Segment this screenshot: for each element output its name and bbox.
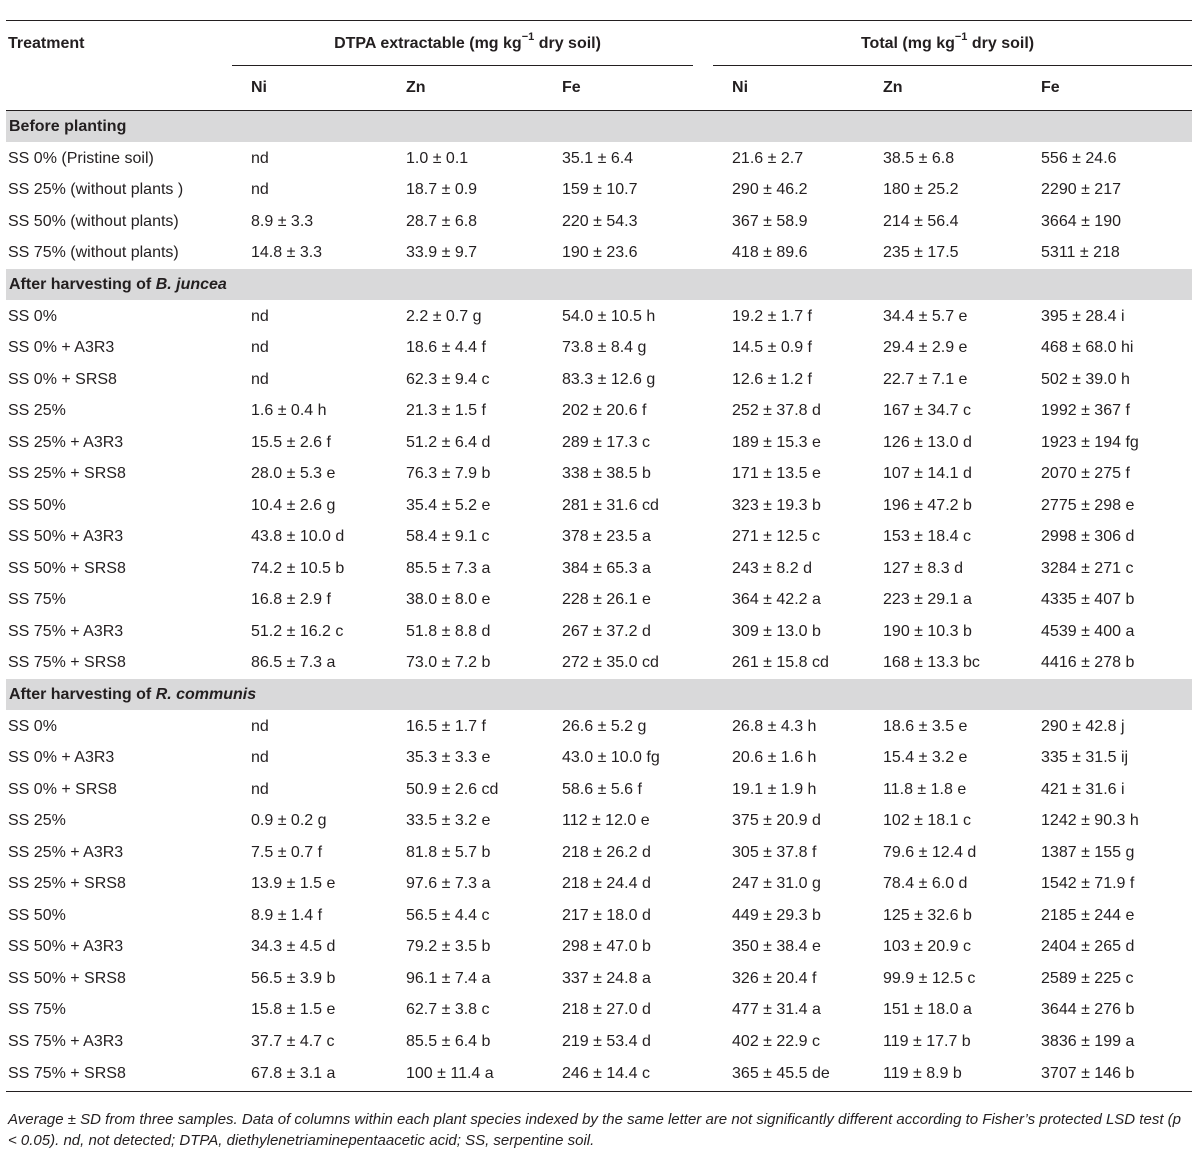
dtpa-zn-cell: 51.8 ± 8.8 d: [406, 622, 491, 640]
dtpa-header-label: DTPA extractable (mg kg: [334, 34, 522, 52]
section-title-text: After harvesting of: [9, 685, 156, 703]
total-ni-cell: 189 ± 15.3 e: [732, 433, 821, 451]
treatment-cell: SS 25%: [8, 812, 66, 830]
total-group-header: [703, 21, 1192, 67]
total-fe-cell: 468 ± 68.0 hi: [1041, 339, 1134, 357]
total-fe-cell: 421 ± 31.6 i: [1041, 780, 1125, 798]
total-fe-cell: 2998 ± 306 d: [1041, 528, 1135, 546]
total-zn-cell: 99.9 ± 12.5 c: [883, 969, 976, 987]
total-zn-cell: 102 ± 18.1 c: [883, 812, 971, 830]
table-body: [6, 111, 1192, 1092]
dtpa-fe-cell: 289 ± 17.3 c: [562, 433, 650, 451]
dtpa-group-header: [232, 21, 703, 67]
total-fe-cell: 3644 ± 276 b: [1041, 1001, 1135, 1019]
total-ni-cell: 367 ± 58.9: [732, 212, 808, 230]
total-zn-cell: 22.7 ± 7.1 e: [883, 370, 968, 388]
section-title-text: After harvesting of: [9, 275, 156, 293]
dtpa-zn-cell: 79.2 ± 3.5 b: [406, 938, 491, 956]
dtpa-fe-cell: 281 ± 31.6 cd: [562, 496, 659, 514]
dtpa-ni-cell: 51.2 ± 16.2 c: [251, 622, 344, 640]
dtpa-zn-cell: 35.3 ± 3.3 e: [406, 749, 491, 767]
section-header-row: [6, 111, 1192, 143]
dtpa-fe-cell: 272 ± 35.0 cd: [562, 654, 659, 672]
dtpa-ni-cell: 8.9 ± 1.4 f: [251, 906, 323, 924]
header-row-groups: [6, 21, 1192, 67]
dtpa-fe-cell: 35.1 ± 6.4: [562, 149, 634, 167]
dtpa-zn-cell: 85.5 ± 6.4 b: [406, 1032, 491, 1050]
dtpa-zn-header: Zn: [387, 66, 543, 111]
dtpa-ni-cell: 13.9 ± 1.5 e: [251, 875, 336, 893]
total-ni-cell: 290 ± 46.2: [732, 181, 808, 199]
total-fe-cell: 1542 ± 71.9 f: [1041, 875, 1135, 893]
total-fe-cell: 1923 ± 194 fg: [1041, 433, 1139, 451]
total-group-rule: [713, 65, 1192, 66]
dtpa-ni-cell: nd: [251, 370, 269, 388]
total-zn-cell: 126 ± 13.0 d: [883, 433, 972, 451]
treatment-cell: SS 0% + A3R3: [8, 749, 115, 767]
dtpa-zn-cell: 76.3 ± 7.9 b: [406, 465, 491, 483]
table-row: [6, 806, 1192, 838]
dtpa-zn-cell: 50.9 ± 2.6 cd: [406, 780, 499, 798]
section-title-species: R. communis: [155, 685, 257, 703]
total-ni-cell: 309 ± 13.0 b: [732, 622, 821, 640]
section-title: [6, 269, 1192, 301]
total-ni-cell: 171 ± 13.5 e: [732, 465, 821, 483]
total-fe-cell: 1242 ± 90.3 h: [1041, 812, 1139, 830]
dtpa-ni-cell: 67.8 ± 3.1 a: [232, 1058, 387, 1092]
table-footnote: Average ± SD from three samples. Data of columns within each plant species indexed by the same letter are not significantly different according to Fisher’s protected LSD test (p < 0.05). nd, not detected; DTPA, diethylenetriaminepentaacetic acid; SS, serpentine soil.: [8, 1111, 1181, 1149]
total-ni-cell: 449 ± 29.3 b: [732, 906, 821, 924]
dtpa-header-suffix: dry soil): [534, 34, 601, 52]
total-zn-cell: 15.4 ± 3.2 e: [883, 749, 968, 767]
treatment-cell: SS 50% (without plants): [8, 212, 179, 230]
treatment-cell: SS 25% + A3R3: [8, 843, 124, 861]
treatment-cell: SS 75% + SRS8: [6, 1058, 232, 1092]
dtpa-zn-cell: 18.6 ± 4.4 f: [406, 339, 486, 357]
dtpa-zn-cell: 2.2 ± 0.7 g: [406, 307, 482, 325]
table-row: [6, 774, 1192, 806]
dtpa-fe-cell: 219 ± 53.4 d: [562, 1032, 651, 1050]
total-fe-cell: 5311 ± 218: [1041, 244, 1120, 262]
total-fe-cell: 4335 ± 407 b: [1041, 591, 1135, 609]
total-ni-cell: 12.6 ± 1.2 f: [732, 370, 812, 388]
total-fe-cell: 290 ± 42.8 j: [1041, 717, 1125, 735]
dtpa-fe-cell: 298 ± 47.0 b: [562, 938, 651, 956]
dtpa-zn-cell: 51.2 ± 6.4 d: [406, 433, 491, 451]
total-fe-cell: 4416 ± 278 b: [1041, 654, 1135, 672]
treatment-cell: SS 50% + SRS8: [8, 559, 126, 577]
total-ni-cell: 271 ± 12.5 c: [732, 528, 820, 546]
treatment-cell: SS 50% + A3R3: [8, 938, 124, 956]
total-zn-cell: 29.4 ± 2.9 e: [883, 339, 968, 357]
table-row: [6, 427, 1192, 459]
total-ni-cell: 261 ± 15.8 cd: [732, 654, 829, 672]
total-fe-cell: 2589 ± 225 c: [1041, 969, 1134, 987]
table-row: [6, 1026, 1192, 1058]
dtpa-fe-cell: 112 ± 12.0 e: [562, 812, 650, 830]
table-head: [6, 21, 1192, 111]
dtpa-fe-cell: 83.3 ± 12.6 g: [562, 370, 656, 388]
table-row: [6, 616, 1192, 648]
total-fe-cell: 1387 ± 155 g: [1041, 843, 1135, 861]
dtpa-group-rule: [232, 65, 693, 66]
total-ni-cell: 402 ± 22.9 c: [732, 1032, 820, 1050]
table-row: [6, 553, 1192, 585]
dtpa-ni-cell: nd: [251, 749, 269, 767]
total-zn-cell: 151 ± 18.0 a: [883, 1001, 972, 1019]
dtpa-fe-cell: 54.0 ± 10.5 h: [562, 307, 656, 325]
total-fe-cell: 556 ± 24.6: [1041, 149, 1117, 167]
dtpa-ni-cell: 1.6 ± 0.4 h: [251, 402, 327, 420]
total-zn-cell: 167 ± 34.7 c: [883, 402, 971, 420]
treatment-cell: SS 25% + A3R3: [8, 433, 124, 451]
section-title-species: B. juncea: [155, 275, 227, 293]
dtpa-zn-cell: 33.9 ± 9.7: [406, 244, 478, 262]
dtpa-fe-cell: 337 ± 24.8 a: [562, 969, 651, 987]
dtpa-ni-cell: 7.5 ± 0.7 f: [251, 843, 323, 861]
treatment-cell: SS 75% + SRS8: [8, 654, 126, 672]
total-ni-cell: 243 ± 8.2 d: [732, 559, 812, 577]
dtpa-zn-cell: 62.7 ± 3.8 c: [406, 1001, 490, 1019]
dtpa-fe-cell: 267 ± 37.2 d: [562, 622, 651, 640]
total-zn-cell: 190 ± 10.3 b: [883, 622, 972, 640]
total-zn-cell: 34.4 ± 5.7 e: [883, 307, 968, 325]
dtpa-fe-cell: 384 ± 65.3 a: [562, 559, 651, 577]
total-ni-cell: 477 ± 31.4 a: [732, 1001, 821, 1019]
dtpa-fe-cell: 338 ± 38.5 b: [562, 465, 651, 483]
total-zn-cell: 168 ± 13.3 bc: [883, 654, 980, 672]
dtpa-ni-cell: nd: [251, 307, 269, 325]
dtpa-fe-cell: 58.6 ± 5.6 f: [562, 780, 642, 798]
dtpa-ni-cell: 56.5 ± 3.9 b: [251, 969, 336, 987]
total-zn-cell: 119 ± 17.7 b: [883, 1032, 971, 1050]
dtpa-zn-cell: 28.7 ± 6.8: [406, 212, 478, 230]
total-zn-cell: 127 ± 8.3 d: [883, 559, 963, 577]
dtpa-fe-cell: 217 ± 18.0 d: [562, 906, 651, 924]
dtpa-zn-cell: 21.3 ± 1.5 f: [406, 402, 486, 420]
total-ni-cell: 26.8 ± 4.3 h: [732, 717, 817, 735]
treatment-column-header: Treatment: [6, 21, 232, 67]
total-fe-cell: 2070 ± 275 f: [1041, 465, 1130, 483]
dtpa-fe-cell: 378 ± 23.5 a: [562, 528, 651, 546]
dtpa-zn-cell: 38.0 ± 8.0 e: [406, 591, 491, 609]
treatment-cell: SS 0% + SRS8: [8, 370, 117, 388]
treatment-cell: SS 0% + SRS8: [8, 780, 117, 798]
dtpa-ni-cell: 43.8 ± 10.0 d: [251, 528, 345, 546]
total-ni-cell: 375 ± 20.9 d: [732, 812, 821, 830]
total-zn-cell: 125 ± 32.6 b: [883, 906, 972, 924]
total-fe-cell: 4539 ± 400 a: [1041, 622, 1135, 640]
table-row: [6, 333, 1192, 365]
table-row: [6, 648, 1192, 680]
total-ni-cell: 350 ± 38.4 e: [732, 938, 821, 956]
treatment-cell: SS 75%: [8, 1001, 66, 1019]
total-fe-cell: 3836 ± 199 a: [1041, 1032, 1135, 1050]
dtpa-ni-cell: 34.3 ± 4.5 d: [251, 938, 336, 956]
dtpa-ni-cell: 86.5 ± 7.3 a: [251, 654, 336, 672]
dtpa-ni-cell: 10.4 ± 2.6 g: [251, 496, 336, 514]
table-row: [6, 175, 1192, 207]
total-ni-cell: 326 ± 20.4 f: [732, 969, 817, 987]
total-zn-cell: 18.6 ± 3.5 e: [883, 717, 968, 735]
dtpa-zn-cell: 97.6 ± 7.3 a: [406, 875, 491, 893]
dtpa-zn-cell: 62.3 ± 9.4 c: [406, 370, 490, 388]
total-fe-cell: 1992 ± 367 f: [1041, 402, 1130, 420]
header-row-elements: [6, 66, 1192, 111]
dtpa-fe-cell: 220 ± 54.3: [562, 212, 638, 230]
total-zn-cell: 153 ± 18.4 c: [883, 528, 971, 546]
dtpa-fe-cell: 218 ± 24.4 d: [562, 875, 651, 893]
dtpa-ni-cell: nd: [251, 339, 269, 357]
total-zn-cell: 223 ± 29.1 a: [883, 591, 972, 609]
treatment-cell: SS 25% + SRS8: [8, 465, 126, 483]
section-title: [6, 111, 1192, 143]
dtpa-fe-cell: 228 ± 26.1 e: [562, 591, 651, 609]
total-zn-cell: 196 ± 47.2 b: [883, 496, 972, 514]
treatment-cell: SS 25%: [8, 402, 66, 420]
treatment-cell: SS 25% (without plants ): [8, 181, 184, 199]
dtpa-fe-cell: 190 ± 23.6: [562, 244, 638, 262]
dtpa-ni-cell: 8.9 ± 3.3: [251, 212, 314, 230]
table-row: [6, 459, 1192, 491]
total-zn-cell: 107 ± 14.1 d: [883, 465, 972, 483]
table-row: [6, 837, 1192, 869]
total-zn-cell: 38.5 ± 6.8: [883, 149, 955, 167]
dtpa-fe-cell: 218 ± 26.2 d: [562, 843, 651, 861]
total-ni-cell: 305 ± 37.8 f: [732, 843, 817, 861]
dtpa-zn-cell: 1.0 ± 0.1: [406, 149, 469, 167]
dtpa-ni-cell: nd: [251, 780, 269, 798]
total-zn-cell: 214 ± 56.4: [883, 212, 959, 230]
dtpa-ni-header: Ni: [232, 66, 387, 111]
table-row: [6, 869, 1192, 901]
section-title: [6, 679, 1192, 711]
treatment-cell: SS 50%: [8, 906, 66, 924]
table-row: [6, 490, 1192, 522]
dtpa-header-sup: −1: [521, 31, 535, 44]
total-zn-cell: 235 ± 17.5: [883, 244, 959, 262]
dtpa-ni-cell: 37.7 ± 4.7 c: [251, 1032, 335, 1050]
dtpa-fe-cell: 26.6 ± 5.2 g: [562, 717, 647, 735]
total-header-label: Total (mg kg: [860, 34, 955, 52]
total-fe-cell: 2775 ± 298 e: [1041, 496, 1135, 514]
treatment-cell: SS 25% + SRS8: [8, 875, 126, 893]
treatment-cell: SS 0%: [8, 717, 57, 735]
treatment-subheader-empty: [6, 66, 232, 111]
dtpa-zn-cell: 58.4 ± 9.1 c: [406, 528, 490, 546]
dtpa-ni-cell: 14.8 ± 3.3: [251, 244, 323, 262]
total-zn-cell: 119 ± 8.9 b: [864, 1058, 1022, 1092]
total-ni-header: Ni: [703, 66, 864, 111]
table-row: [6, 963, 1192, 995]
table-row: [6, 396, 1192, 428]
table-row: [6, 301, 1192, 333]
total-fe-cell: 395 ± 28.4 i: [1041, 307, 1125, 325]
dtpa-fe-cell: 159 ± 10.7: [562, 181, 638, 199]
total-ni-cell: 323 ± 19.3 b: [732, 496, 821, 514]
total-ni-cell: 19.1 ± 1.9 h: [732, 780, 817, 798]
table-row: [6, 585, 1192, 617]
total-ni-cell: 252 ± 37.8 d: [732, 402, 821, 420]
dtpa-zn-cell: 56.5 ± 4.4 c: [406, 906, 490, 924]
treatment-cell: SS 0%: [8, 307, 57, 325]
total-header-suffix: dry soil): [967, 34, 1035, 52]
treatment-cell: SS 50%: [8, 496, 66, 514]
total-zn-cell: 103 ± 20.9 c: [883, 938, 971, 956]
dtpa-ni-cell: 16.8 ± 2.9 f: [251, 591, 331, 609]
total-fe-cell: 3664 ± 190: [1041, 212, 1121, 230]
total-zn-cell: 180 ± 25.2: [883, 181, 959, 199]
total-fe-cell: 335 ± 31.5 ij: [1041, 749, 1129, 767]
section-header-row: [6, 679, 1192, 711]
total-fe-cell: 502 ± 39.0 h: [1041, 370, 1130, 388]
dtpa-ni-cell: 15.5 ± 2.6 f: [251, 433, 331, 451]
dtpa-zn-cell: 18.7 ± 0.9: [406, 181, 478, 199]
total-zn-cell: 79.6 ± 12.4 d: [883, 843, 977, 861]
table-row: [6, 143, 1192, 175]
total-ni-cell: 19.2 ± 1.7 f: [732, 307, 812, 325]
total-fe-header: Fe: [1022, 66, 1192, 111]
total-ni-cell: 364 ± 42.2 a: [732, 591, 821, 609]
total-ni-cell: 20.6 ± 1.6 h: [732, 749, 817, 767]
dtpa-ni-cell: 15.8 ± 1.5 e: [251, 1001, 336, 1019]
table-row: [6, 995, 1192, 1027]
treatment-cell: SS 75% (without plants): [8, 244, 179, 262]
table-row: [6, 364, 1192, 396]
table-row: [6, 711, 1192, 743]
table-row: [6, 932, 1192, 964]
treatment-cell: SS 0% + A3R3: [8, 339, 115, 357]
table-row: [6, 900, 1192, 932]
total-ni-cell: 365 ± 45.5 de: [703, 1058, 864, 1092]
treatment-cell: SS 75% + A3R3: [8, 1032, 124, 1050]
dtpa-ni-cell: nd: [251, 149, 269, 167]
table-row: [6, 743, 1192, 775]
dtpa-fe-cell: 73.8 ± 8.4 g: [562, 339, 647, 357]
total-fe-cell: 3284 ± 271 c: [1041, 559, 1134, 577]
total-fe-cell: 2290 ± 217: [1041, 181, 1121, 199]
treatment-cell: SS 75%: [8, 591, 66, 609]
dtpa-ni-cell: 74.2 ± 10.5 b: [251, 559, 345, 577]
total-fe-cell: 3707 ± 146 b: [1022, 1058, 1192, 1092]
dtpa-zn-cell: 81.8 ± 5.7 b: [406, 843, 491, 861]
total-zn-header: Zn: [864, 66, 1022, 111]
dtpa-fe-cell: 218 ± 27.0 d: [562, 1001, 651, 1019]
dtpa-ni-cell: nd: [251, 181, 269, 199]
dtpa-ni-cell: nd: [251, 717, 269, 735]
total-ni-cell: 14.5 ± 0.9 f: [732, 339, 812, 357]
treatment-cell: SS 75% + A3R3: [8, 622, 124, 640]
soil-metal-table: [6, 20, 1192, 1092]
dtpa-zn-cell: 73.0 ± 7.2 b: [406, 654, 491, 672]
total-ni-cell: 418 ± 89.6: [732, 244, 808, 262]
dtpa-ni-cell: 0.9 ± 0.2 g: [251, 812, 327, 830]
dtpa-fe-cell: 43.0 ± 10.0 fg: [562, 749, 660, 767]
dtpa-zn-cell: 33.5 ± 3.2 e: [406, 812, 491, 830]
total-fe-cell: 2185 ± 244 e: [1041, 906, 1135, 924]
dtpa-zn-cell: 96.1 ± 7.4 a: [406, 969, 491, 987]
dtpa-fe-cell: 246 ± 14.4 c: [543, 1058, 703, 1092]
treatment-cell: SS 0% (Pristine soil): [8, 149, 154, 167]
total-zn-cell: 11.8 ± 1.8 e: [883, 780, 967, 798]
treatment-cell: SS 50% + SRS8: [8, 969, 126, 987]
dtpa-fe-cell: 202 ± 20.6 f: [562, 402, 647, 420]
total-fe-cell: 2404 ± 265 d: [1041, 938, 1135, 956]
treatment-cell: SS 50% + A3R3: [8, 528, 124, 546]
total-zn-cell: 78.4 ± 6.0 d: [883, 875, 968, 893]
dtpa-zn-cell: 85.5 ± 7.3 a: [406, 559, 491, 577]
table-row: [6, 206, 1192, 238]
dtpa-zn-cell: 100 ± 11.4 a: [387, 1058, 543, 1092]
table-row: [6, 522, 1192, 554]
section-title-text: Before planting: [9, 117, 127, 135]
dtpa-ni-cell: 28.0 ± 5.3 e: [251, 465, 336, 483]
total-header-sup: −1: [954, 31, 968, 44]
table-row: [6, 238, 1192, 270]
dtpa-zn-cell: 16.5 ± 1.7 f: [406, 717, 486, 735]
total-ni-cell: 21.6 ± 2.7: [732, 149, 804, 167]
section-header-row: [6, 269, 1192, 301]
dtpa-fe-header: Fe: [543, 66, 703, 111]
table-row: [6, 1058, 1192, 1092]
dtpa-zn-cell: 35.4 ± 5.2 e: [406, 496, 491, 514]
total-ni-cell: 247 ± 31.0 g: [732, 875, 821, 893]
